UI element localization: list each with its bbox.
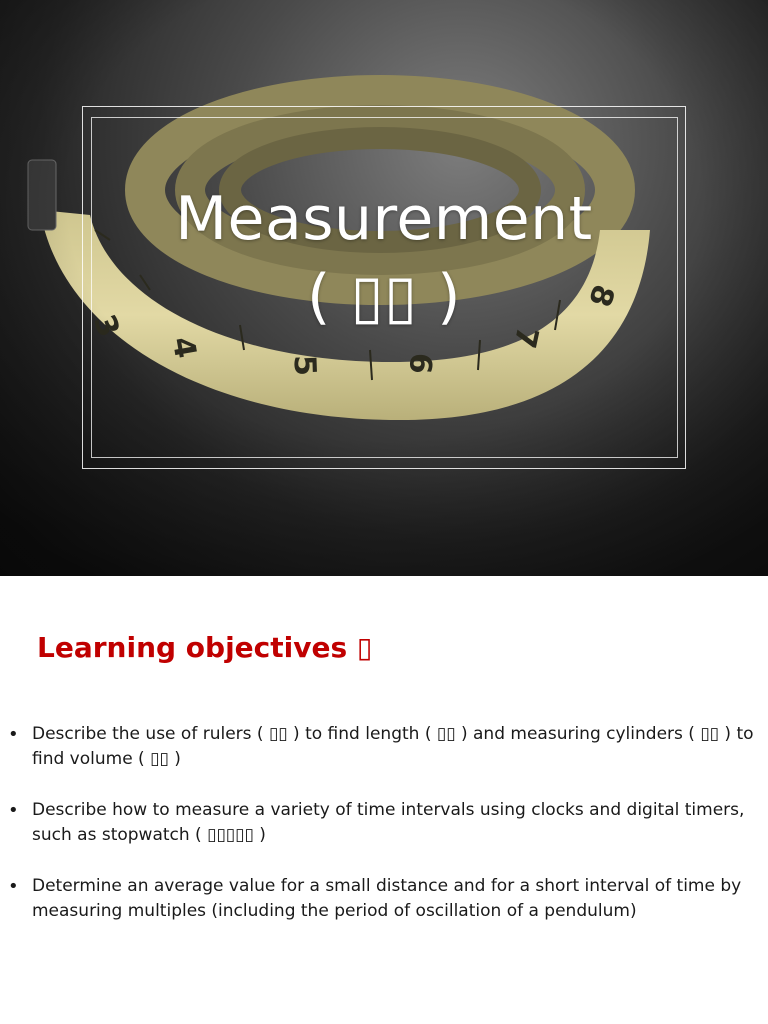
bullet-icon: •	[8, 800, 19, 821]
objective-text: Describe the use of rulers ( ▯▯ ) to find length ( ▯▯ ) and measuring cylinders ( ▯▯ ) to find volume ( ▯▯ )	[32, 724, 754, 769]
list-item	[0, 722, 768, 772]
bullet-icon: •	[8, 876, 19, 897]
slide-title-line2: ( ▯▯ )	[307, 262, 461, 332]
objectives-list	[0, 722, 768, 950]
bullet-icon: •	[8, 724, 19, 745]
slide-title-line1: Measurement	[175, 184, 593, 254]
list-item	[0, 874, 768, 924]
objective-text: Describe how to measure a variety of time intervals using clocks and digital timers, such as stopwatch ( ▯▯▯▯▯ )	[32, 800, 745, 845]
learning-objectives-heading: Learning objectives ▯	[37, 631, 373, 664]
slide-title	[82, 180, 686, 336]
list-item	[0, 798, 768, 848]
objective-text: Determine an average value for a small distance and for a short interval of time by measuring multiples (including the period of oscillation of a pendulum)	[32, 876, 742, 921]
